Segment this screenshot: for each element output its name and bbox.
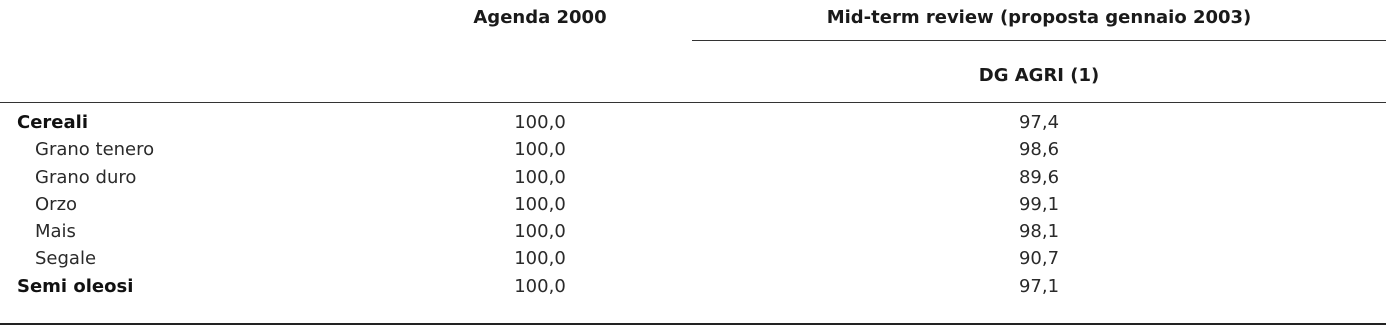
cell-agenda-2000: 100,0 <box>514 275 566 297</box>
group-header-rule <box>692 40 1386 41</box>
column-header-agenda-2000: Agenda 2000 <box>473 7 607 28</box>
cell-agenda-2000: 100,0 <box>514 193 566 215</box>
cell-dg-agri: 89,6 <box>1018 166 1060 188</box>
table-row <box>0 194 1388 221</box>
row-label: Grano tenero <box>35 139 155 161</box>
row-label: Segale <box>35 248 97 270</box>
row-label: Grano duro <box>35 166 137 188</box>
cell-agenda-2000: 100,0 <box>514 221 566 243</box>
table-row <box>0 167 1388 194</box>
table-row <box>0 112 1388 139</box>
cell-dg-agri: 97,1 <box>1018 275 1060 297</box>
table-row <box>0 139 1388 166</box>
cell-agenda-2000: 100,0 <box>514 112 566 133</box>
table-row <box>0 248 1388 275</box>
table-bottom-rule <box>0 323 1386 325</box>
cell-dg-agri: 99,1 <box>1018 193 1060 215</box>
row-label: Semi oleosi <box>17 275 134 297</box>
column-subheader-dg-agri: DG AGRI (1) <box>978 65 1100 86</box>
row-label: Orzo <box>35 193 78 215</box>
header-bottom-rule <box>0 102 1386 103</box>
cell-dg-agri: 97,4 <box>1018 112 1060 133</box>
cell-dg-agri: 90,7 <box>1018 248 1060 270</box>
cell-agenda-2000: 100,0 <box>514 139 566 161</box>
column-group-header-mid-term-review: Mid-term review (proposta gennaio 2003) <box>826 7 1252 28</box>
table-row <box>0 276 1388 303</box>
table-row <box>0 221 1388 248</box>
cell-dg-agri: 98,1 <box>1018 221 1060 243</box>
table-body <box>0 112 1388 303</box>
cell-agenda-2000: 100,0 <box>514 248 566 270</box>
row-label: Cereali <box>17 112 88 133</box>
cell-dg-agri: 98,6 <box>1018 139 1060 161</box>
row-label: Mais <box>35 221 76 243</box>
cell-agenda-2000: 100,0 <box>514 166 566 188</box>
